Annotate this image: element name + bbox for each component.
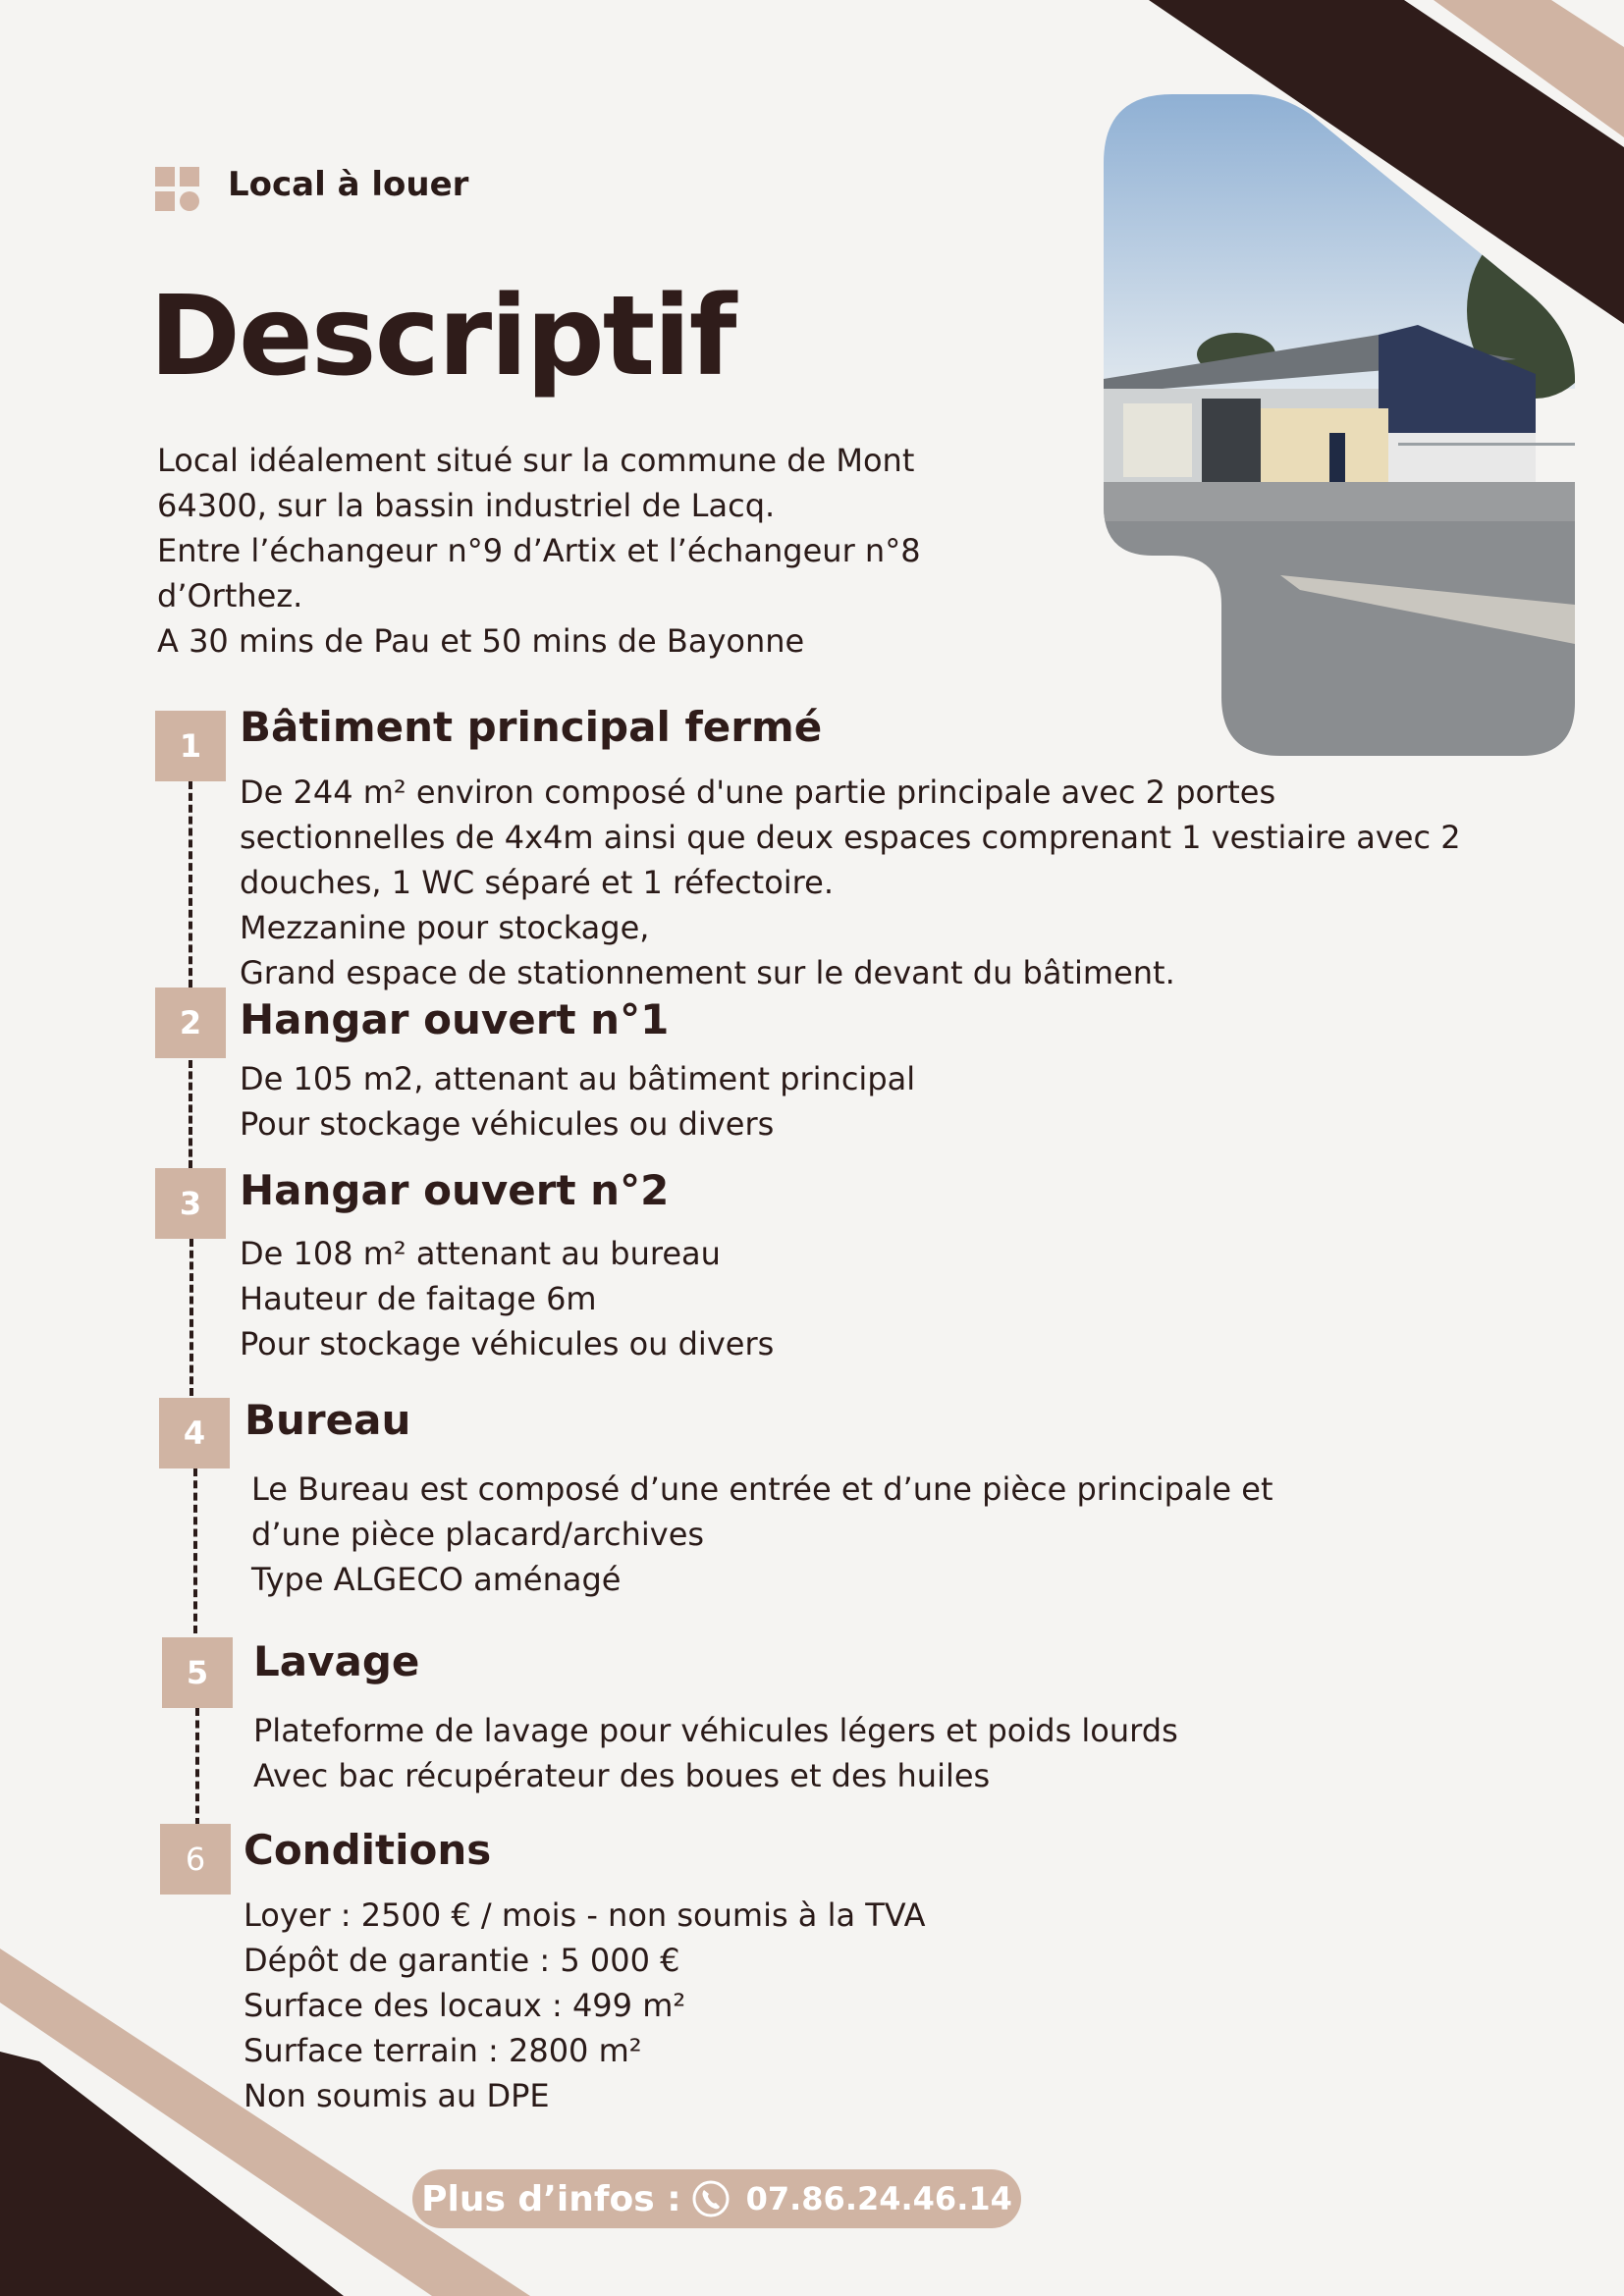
section-body (244, 1893, 926, 2118)
section-number-badge: 3 (155, 1168, 226, 1239)
contact-phone[interactable]: 07.86.24.46.14 (745, 2180, 1012, 2217)
building-photo (1104, 94, 1575, 756)
section-title: Conditions (244, 1826, 492, 1874)
section-body (240, 1231, 774, 1366)
page-title: Descriptif (149, 273, 735, 400)
timeline-connector (189, 781, 192, 988)
section-line: Plateforme de lavage pour véhicules légers et poids lourds (253, 1712, 1178, 1749)
section-line: De 108 m² attenant au bureau (240, 1235, 721, 1272)
contact-pill[interactable] (412, 2169, 1021, 2228)
section-line: Surface terrain : 2800 m² (244, 2032, 642, 2069)
section-line: d’une pièce placard/archives (251, 1516, 705, 1553)
section-number-badge: 2 (155, 988, 226, 1058)
section-line: De 105 m2, attenant au bâtiment principal (240, 1060, 916, 1097)
section-number-badge: 4 (159, 1398, 230, 1468)
section-line: sectionnelles de 4x4m ainsi que deux espaces comprenant 1 vestiaire avec 2 (240, 819, 1461, 856)
section-line: Grand espace de stationnement sur le devant du bâtiment. (240, 954, 1175, 991)
contact-label: Plus d’infos : (421, 2178, 681, 2219)
section-number-badge: 6 (160, 1824, 231, 1895)
section-title: Bâtiment principal fermé (240, 703, 823, 751)
section-body (253, 1708, 1178, 1798)
intro-line: Local idéalement situé sur la commune de Mont (157, 442, 915, 479)
section-title: Bureau (244, 1396, 411, 1444)
timeline-connector (193, 1468, 197, 1633)
intro-line: 64300, sur la bassin industriel de Lacq. (157, 487, 776, 524)
section-line: Non soumis au DPE (244, 2077, 550, 2114)
section-body (240, 1056, 915, 1147)
section-body (240, 770, 1461, 995)
section-line: Pour stockage véhicules ou divers (240, 1105, 775, 1143)
section-number-badge: 1 (155, 711, 226, 781)
intro-line: A 30 mins de Pau et 50 mins de Bayonne (157, 622, 805, 660)
section-line: Pour stockage véhicules ou divers (240, 1325, 775, 1362)
timeline-connector (189, 1060, 192, 1168)
timeline-connector (189, 1239, 193, 1396)
phone-icon (691, 2179, 731, 2218)
section-line: Le Bureau est composé d’une entrée et d’une pièce principale et (251, 1470, 1273, 1508)
section-line: Mezzanine pour stockage, (240, 909, 650, 946)
section-line: De 244 m² environ composé d'une partie principale avec 2 portes (240, 774, 1276, 811)
section-title: Hangar ouvert n°2 (240, 1166, 670, 1214)
intro-line: d’Orthez. (157, 577, 303, 614)
section-body (251, 1467, 1273, 1602)
section-title: Lavage (253, 1637, 420, 1685)
section-line: Type ALGECO aménagé (251, 1561, 622, 1598)
timeline-connector (195, 1708, 199, 1826)
section-line: Surface des locaux : 499 m² (244, 1987, 686, 2024)
document-kicker: Local à louer (228, 165, 469, 204)
grid-logo-icon (155, 167, 200, 212)
section-title: Hangar ouvert n°1 (240, 995, 670, 1043)
intro-paragraph (157, 438, 943, 664)
section-line: Hauteur de faitage 6m (240, 1280, 597, 1317)
section-number-badge: 5 (162, 1637, 233, 1708)
section-line: Avec bac récupérateur des boues et des huiles (253, 1757, 991, 1794)
section-line: douches, 1 WC séparé et 1 réfectoire. (240, 864, 834, 901)
intro-line: Entre l’échangeur n°9 d’Artix et l’échangeur n°8 (157, 532, 921, 569)
section-line: Loyer : 2500 € / mois - non soumis à la TVA (244, 1896, 926, 1934)
section-line: Dépôt de garantie : 5 000 € (244, 1942, 680, 1979)
